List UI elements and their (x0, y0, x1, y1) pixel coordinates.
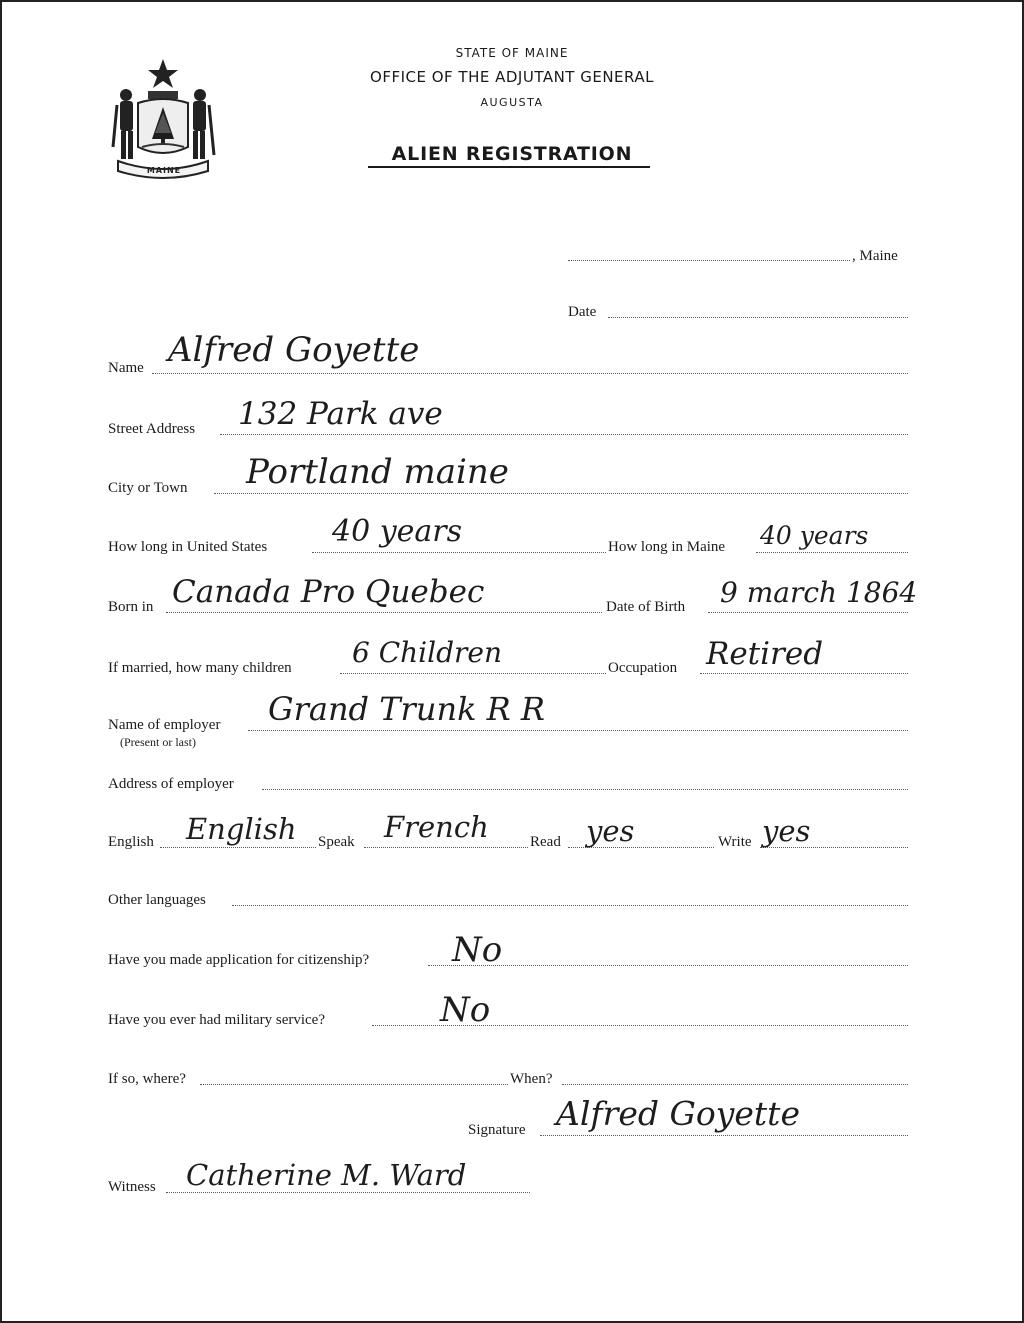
city-field[interactable] (214, 493, 908, 494)
occupation-value: Retired (706, 636, 824, 672)
english-value: English (186, 812, 297, 846)
occupation-label: Occupation (608, 660, 678, 676)
citizenship-label: Have you made application for citizenship? (108, 952, 370, 968)
street-address-label: Street Address (108, 421, 196, 437)
read-label: Read (530, 834, 561, 850)
when-field[interactable] (562, 1084, 908, 1085)
write-value: yes (762, 814, 811, 848)
maine-label: , Maine (852, 248, 898, 264)
employer-value: Grand Trunk R R (268, 690, 545, 728)
employer-field[interactable] (248, 730, 908, 731)
scan-border-top (0, 0, 1024, 2)
seal-motto: MAINE (146, 166, 182, 175)
employer-note: (Present or last) (120, 735, 196, 749)
when-label: When? (510, 1071, 553, 1087)
english-label: English (108, 834, 154, 850)
born-in-label: Born in (108, 599, 154, 615)
write-label: Write (718, 834, 752, 850)
name-label: Name (108, 360, 144, 376)
where-label: If so, where? (108, 1071, 186, 1087)
speak-field[interactable] (364, 847, 528, 848)
read-value: yes (586, 814, 635, 848)
speak-value: French (384, 810, 489, 844)
employer-address-label: Address of employer (108, 776, 234, 792)
how-long-maine-label: How long in Maine (608, 539, 726, 555)
maine-state-seal (108, 55, 218, 183)
english-field[interactable] (160, 847, 316, 848)
military-value: No (440, 990, 491, 1030)
date-of-birth-label: Date of Birth (606, 599, 686, 615)
employer-label: Name of employer (108, 717, 221, 733)
signature-field[interactable] (540, 1135, 908, 1136)
how-long-us-value: 40 years (332, 514, 463, 549)
street-address-value: 132 Park ave (238, 396, 443, 432)
other-languages-label: Other languages (108, 892, 206, 908)
city-label: City or Town (108, 480, 188, 496)
born-in-value: Canada Pro Quebec (172, 574, 485, 610)
children-field[interactable] (340, 673, 606, 674)
children-value: 6 Children (352, 636, 502, 669)
date-label: Date (568, 304, 597, 320)
military-label: Have you ever had military service? (108, 1012, 325, 1028)
witness-field[interactable] (166, 1192, 530, 1193)
speak-label: Speak (318, 834, 355, 850)
how-long-maine-field[interactable] (756, 552, 908, 553)
town-field[interactable] (568, 260, 850, 261)
employer-address-field[interactable] (262, 789, 908, 790)
street-address-field[interactable] (220, 434, 908, 435)
witness-label: Witness (108, 1179, 156, 1195)
scan-border-left (0, 0, 2, 1323)
form-title: ALIEN REGISTRATION (391, 143, 633, 165)
born-in-field[interactable] (166, 612, 602, 613)
date-field[interactable] (608, 317, 908, 318)
city-value: Portland maine (246, 452, 509, 492)
date-of-birth-value: 9 march 1864 (720, 576, 918, 609)
title-underline (368, 166, 650, 168)
date-of-birth-field[interactable] (708, 612, 908, 613)
header-state: STATE OF MAINE (455, 46, 569, 60)
how-long-maine-value: 40 years (760, 521, 869, 550)
signature-label: Signature (468, 1122, 526, 1138)
other-languages-field[interactable] (232, 905, 908, 906)
header-city: AUGUSTA (480, 96, 544, 109)
how-long-us-label: How long in United States (108, 539, 268, 555)
witness-value: Catherine M. Ward (186, 1158, 467, 1192)
occupation-field[interactable] (700, 673, 908, 674)
name-field[interactable] (152, 373, 908, 374)
signature-value: Alfred Goyette (556, 1094, 800, 1133)
header-office: OFFICE OF THE ADJUTANT GENERAL (370, 68, 654, 86)
name-value: Alfred Goyette (168, 330, 420, 370)
citizenship-value: No (452, 930, 503, 970)
how-long-us-field[interactable] (312, 552, 606, 553)
where-field[interactable] (200, 1084, 508, 1085)
children-label: If married, how many children (108, 660, 292, 676)
